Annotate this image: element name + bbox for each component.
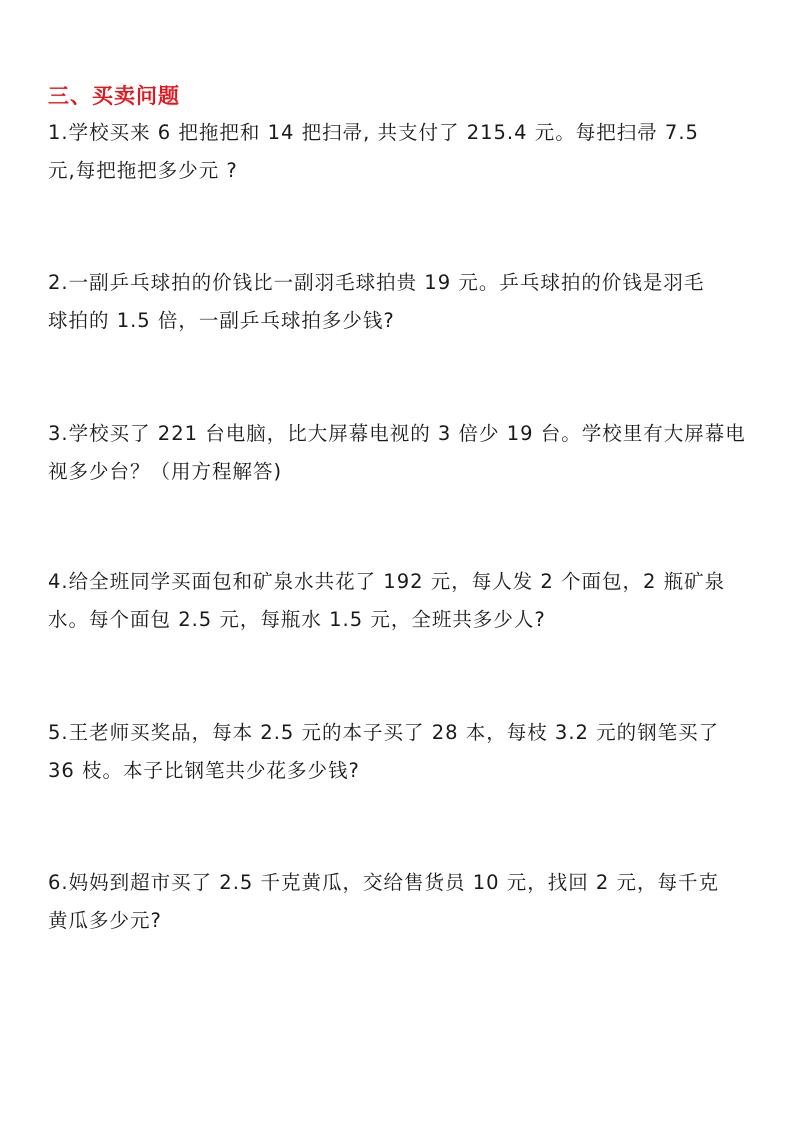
question-4 <box>48 563 748 639</box>
question-6-line-1: 6.妈妈到超市买了 2.5 千克黄瓜，交给售货员 10 元，找回 2 元，每千克 <box>48 871 720 894</box>
question-6 <box>48 864 748 940</box>
question-3 <box>48 415 748 491</box>
question-1-line-1: 1.学校买来 6 把拖把和 14 把扫帚, 共支付了 215.4 元。每把扫帚 7.5 <box>48 121 699 144</box>
question-1-line-2: 元,每把拖把多少元 ? <box>48 159 238 182</box>
question-1 <box>48 114 748 190</box>
question-5-line-1: 5.王老师买奖品，每本 2.5 元的本子买了 28 本，每枝 3.2 元的钢笔买了 <box>48 721 720 744</box>
question-3-line-1: 3.学校买了 221 台电脑，比大屏幕电视的 3 倍少 19 台。学校里有大屏幕电 <box>48 422 746 445</box>
question-5 <box>48 714 748 790</box>
question-6-line-2: 黄瓜多少元? <box>48 909 162 932</box>
question-2-line-1: 2.一副乒乓球拍的价钱比一副羽毛球拍贵 19 元。乒乓球拍的价钱是羽毛 <box>48 271 705 294</box>
question-4-line-2: 水。每个面包 2.5 元，每瓶水 1.5 元，全班共多少人? <box>48 608 546 631</box>
question-2-line-2: 球拍的 1.5 倍，一副乒乓球拍多少钱? <box>48 309 395 332</box>
section-title: 三、买卖问题 <box>48 84 180 108</box>
question-4-line-1: 4.给全班同学买面包和矿泉水共花了 192 元，每人发 2 个面包，2 瓶矿泉 <box>48 570 726 593</box>
question-3-line-2: 视多少台？（用方程解答) <box>48 460 283 483</box>
question-2 <box>48 264 748 340</box>
question-5-line-2: 36 枝。本子比钢笔共少花多少钱? <box>48 759 360 782</box>
